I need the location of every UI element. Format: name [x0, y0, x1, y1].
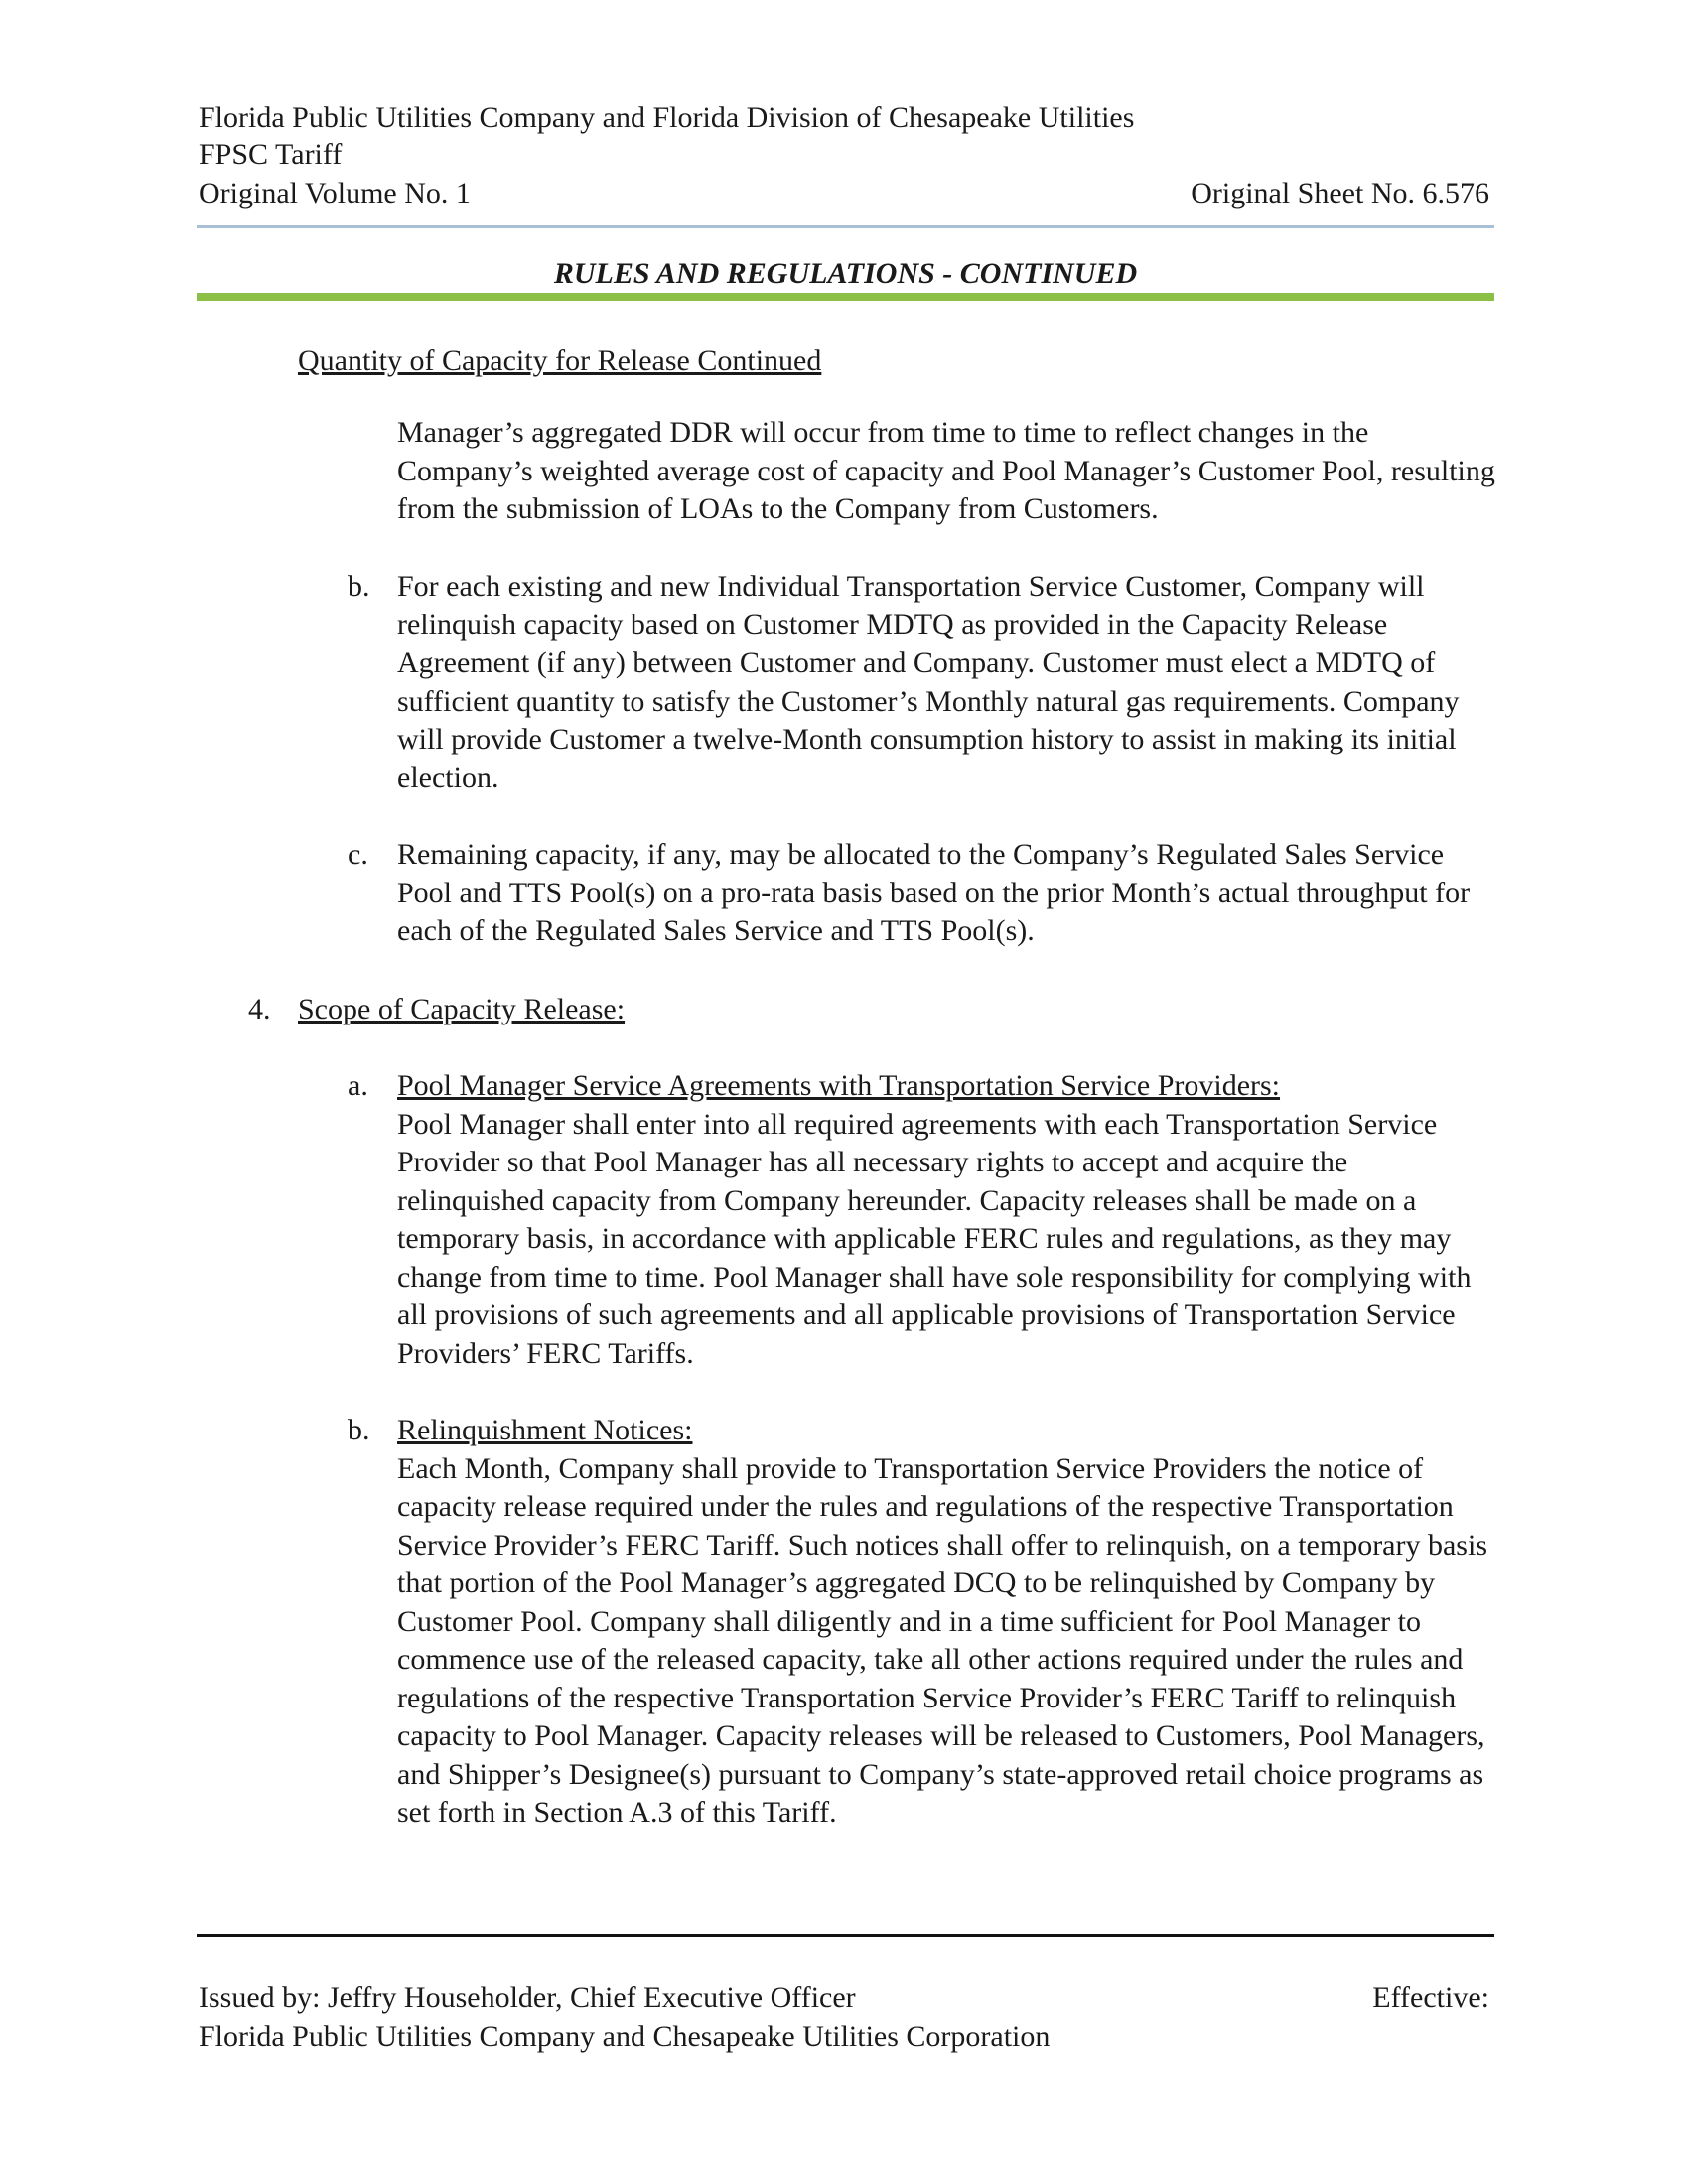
item-c-text: Remaining capacity, if any, may be allocated to the Company’s Regulated Sales Service Pool and TTS Pool(s) on a pro-rata basis based on the prior Month’s actual throughput for each of the Regulated Sales Service and TTS Pool(s).: [397, 838, 1471, 947]
header-company: Florida Public Utilities Company and Florida Division of Chesapeake Utilities: [199, 101, 1135, 134]
subheading: Quantity of Capacity for Release Continued: [298, 344, 822, 377]
footer-company: Florida Public Utilities Company and Chesapeake Utilities Corporation: [199, 2020, 1051, 2053]
item-4-title: Scope of Capacity Release:: [298, 993, 626, 1025]
footer-effective: Effective:: [1372, 1981, 1489, 2014]
item-4a-body: [397, 1067, 1499, 1373]
footer-divider: [197, 1934, 1494, 1937]
title-divider: [197, 293, 1494, 301]
footer-issued-by: Issued by: Jeffry Householder, Chief Executive Officer: [199, 1981, 856, 2014]
item-4b-marker: b.: [348, 1414, 370, 1446]
item-4b-body: [397, 1412, 1504, 1833]
continuation-paragraph: Manager’s aggregated DDR will occur from time to time to reflect changes in the Company’s weighted average cost of capacity and Pool Manager’s Customer Pool, resulting from the submission of LOAs to the Company from Customers.: [397, 416, 1495, 525]
header-divider: [197, 225, 1494, 228]
item-c-marker: c.: [348, 838, 368, 871]
header-sheet-number: Original Sheet No. 6.576: [1191, 177, 1489, 209]
item-b-marker: b.: [348, 570, 370, 603]
item-4a-marker: a.: [348, 1069, 368, 1102]
item-4a-text: Pool Manager shall enter into all required agreements with each Transportation Service Provider so that Pool Manager has all necessary rights to accept and acquire the relinquished capacity from Company hereunder. Capacity releases shall be made on a temporary basis, in accordance with applicable FERC rules and regulations, as they may change from time to time. Pool Manager shall have sole responsibility for complying with all provisions of such agreements and all applicable provisions of Transportation Service Providers’ FERC Tariffs.: [397, 1107, 1472, 1370]
header-tariff: FPSC Tariff: [199, 138, 343, 171]
header-volume: Original Volume No. 1: [199, 177, 471, 209]
item-4-marker: 4.: [248, 993, 271, 1025]
item-b-text: For each existing and new Individual Transportation Service Customer, Company will relinquish capacity based on Customer MDTQ as provided in the Capacity Release Agreement (if any) between Customer and Company. Customer must elect a MDTQ of sufficient quantity to satisfy the Customer’s Monthly natural gas requirements. Company will provide Customer a twelve-Month consumption history to assist in making its initial election.: [397, 570, 1460, 794]
item-4b-title: Relinquishment Notices:: [397, 1414, 693, 1446]
section-title: RULES AND REGULATIONS - CONTINUED: [553, 257, 1138, 290]
item-4b-text: Each Month, Company shall provide to Transportation Service Providers the notice of capacity release required under the rules and regulations of the respective Transportation Service Provider’s FERC Tariff. Such notices shall offer to relinquish, on a temporary basis that portion of the Pool Manager’s aggregated DCQ to be relinquished by Company by Customer Pool. Company shall diligently and in a time sufficient for Pool Manager to commence use of the released capacity, take all other actions required under the rules and regulations of the respective Transportation Service Provider’s FERC Tariff to relinquish capacity to Pool Manager. Capacity releases will be released to Customers, Pool Managers, and Shipper’s Designee(s) pursuant to Company’s state-approved retail choice programs as set forth in Section A.3 of this Tariff.: [397, 1451, 1487, 1829]
item-4a-title: Pool Manager Service Agreements with Transportation Service Providers:: [397, 1069, 1281, 1102]
